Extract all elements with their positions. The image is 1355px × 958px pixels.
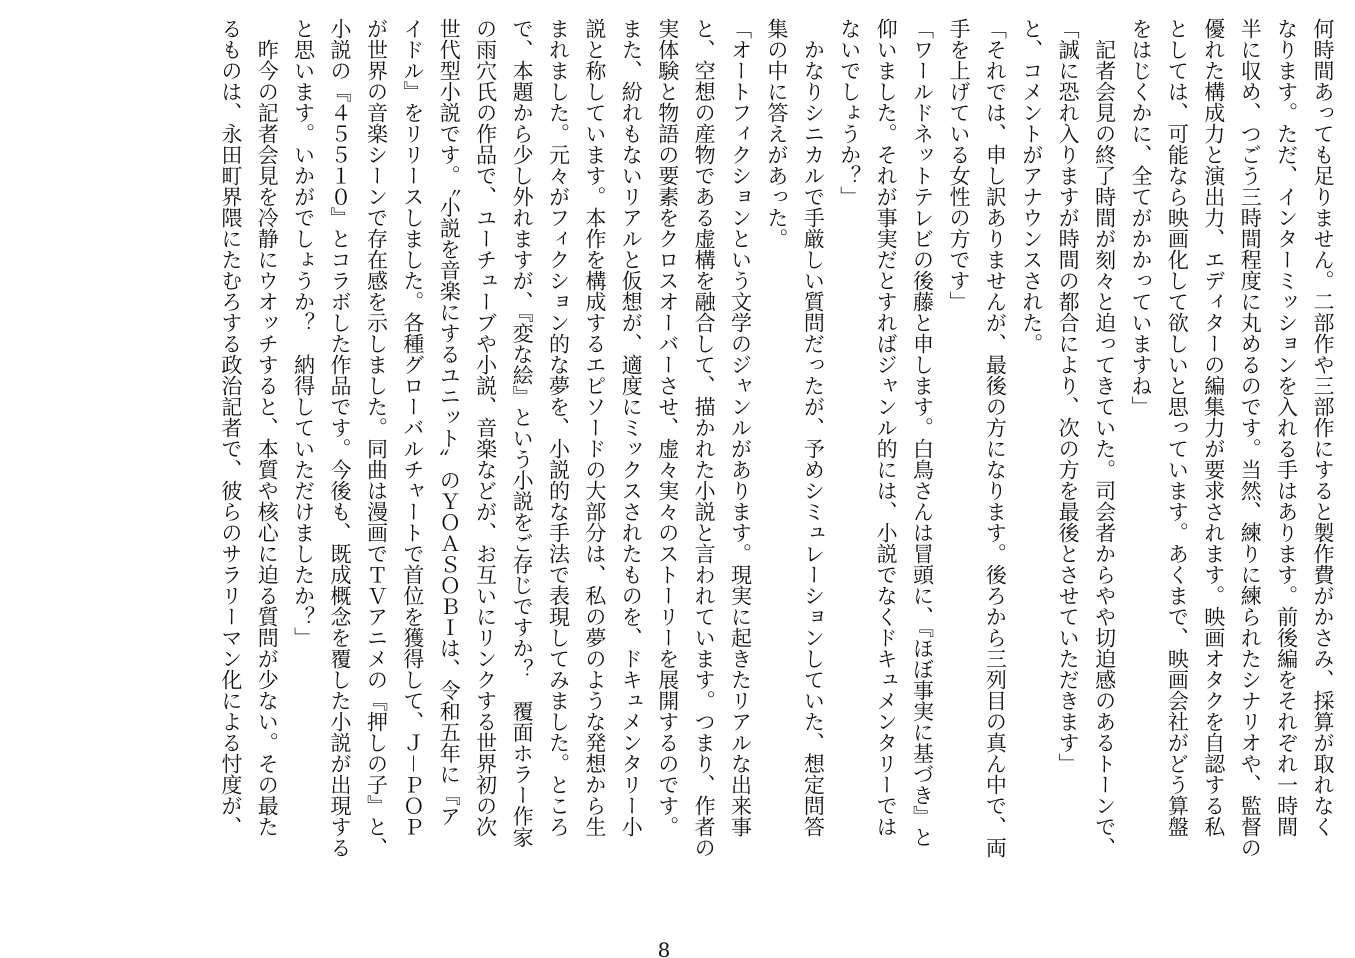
text-line: 昨今の記者会見を冷静にウオッチすると、本質や核心に迫る質問が少ない。その最た xyxy=(255,39,280,837)
text-line: るものは、永田町界隈にたむろする政治記者で、彼らのサラリーマン化による忖度が、 xyxy=(218,18,243,837)
text-line: と思います。いかがでしょうか？ 納得していただけましたか？」 xyxy=(291,18,316,648)
text-line: イドル』をリリースしました。各種グローバルチャートで首位を獲得して、Ｊ－ＰＯＰ xyxy=(400,18,425,837)
text-line: 何時間あっても足りません。二部作や三部作にすると製作費がかさみ、採算が取れなく xyxy=(1311,18,1335,837)
text-line: と、コメントがアナウンスされた。 xyxy=(1019,18,1044,354)
text-line: 小説の『４５５１０』とコラボした作品です。今後も、既成概念を覆した小説が出現する xyxy=(328,18,353,858)
text-line: まれました。元々がフィクション的な夢を、小説的な手法で表現してみました。ところ xyxy=(546,18,571,837)
text-line: 集の中に答えがあった。 xyxy=(764,18,789,249)
text-line: 「誠に恐れ入りますが時間の都合により、次の方を最後とさせていただきます」 xyxy=(1056,18,1081,774)
text-line: 仰いました。それが事実だとすればジャンル的には、小説でなくドキュメンタリーでは xyxy=(874,18,899,837)
text-line: 世代型小説です。〝小説を音楽にするユニット〟のＹＯＡＳＯＢＩは、令和五年に『ア xyxy=(437,18,462,827)
text-line: の雨穴氏の作品で、ユーチューブや小説、音楽などが、お互いにリンクする世界初の次 xyxy=(473,18,498,837)
text-line: また、紛れもないリアルと仮想が、適度にミックスされたものを、ドキュメンタリー小 xyxy=(619,18,644,837)
vertical-text-block xyxy=(212,18,1341,938)
text-line: 手を上げている女性の方です」 xyxy=(946,18,971,312)
text-line: としては、可能なら映画化して欲しいと思っています。あくまで、映画会社がどう算盤 xyxy=(1165,18,1190,837)
text-line: 「それでは、申し訳ありませんが、最後の方になります。後ろから三列目の真ん中で、両 xyxy=(983,18,1008,858)
text-line: と、空想の産物である虚構を融合して、描かれた小説と言われています。つまり、作者の xyxy=(692,18,717,858)
text-line: 優れた構成力と演出力、エディターの編集力が要求されます。映画オタクを自認する私 xyxy=(1201,18,1226,837)
text-line: 「オートフィクションという文学のジャンルがあります。現実に起きたリアルな出来事 xyxy=(728,18,753,837)
text-line: をはじくかに、全てがかかっていますね」 xyxy=(1128,18,1153,417)
text-line: 実体験と物語の要素をクロスオーバーさせ、虚々実々のストーリーを展開するのです。 xyxy=(655,18,680,837)
text-line: かなりシニカルで手厳しい質問だったが、予めシミュレーションしていた、想定問答 xyxy=(801,39,826,837)
text-line: 説と称しています。本作を構成するエピソードの大部分は、私の夢のような発想から生 xyxy=(582,18,607,837)
text-line: 記者会見の終了時間が刻々と迫ってきていた。司会者からやや切迫感のあるトーンで、 xyxy=(1092,39,1117,858)
text-line: が世界の音楽シーンで存在感を示しました。同曲は漫画でＴＶアニメの『押しの子』と、 xyxy=(364,18,389,858)
text-line: 半に収め、つごう三時間程度に丸めるのです。当然、練りに練られたシナリオや、監督の xyxy=(1238,18,1263,858)
text-line: なります。ただ、インターミッションを入れる手はあります。前後編をそれぞれ一時間 xyxy=(1274,18,1299,837)
text-line: ないでしょうか？」 xyxy=(837,18,862,207)
text-line: 「ワールドネットテレビの後藤と申します。白鳥さんは冒頭に、『ほぼ事実に基づき』と xyxy=(910,18,935,848)
page-number: 8 xyxy=(657,938,671,958)
text-line: で、本題から少し外れますが、『変な絵』という小説をご存じですか？ 覆面ホラー作家 xyxy=(510,18,535,848)
